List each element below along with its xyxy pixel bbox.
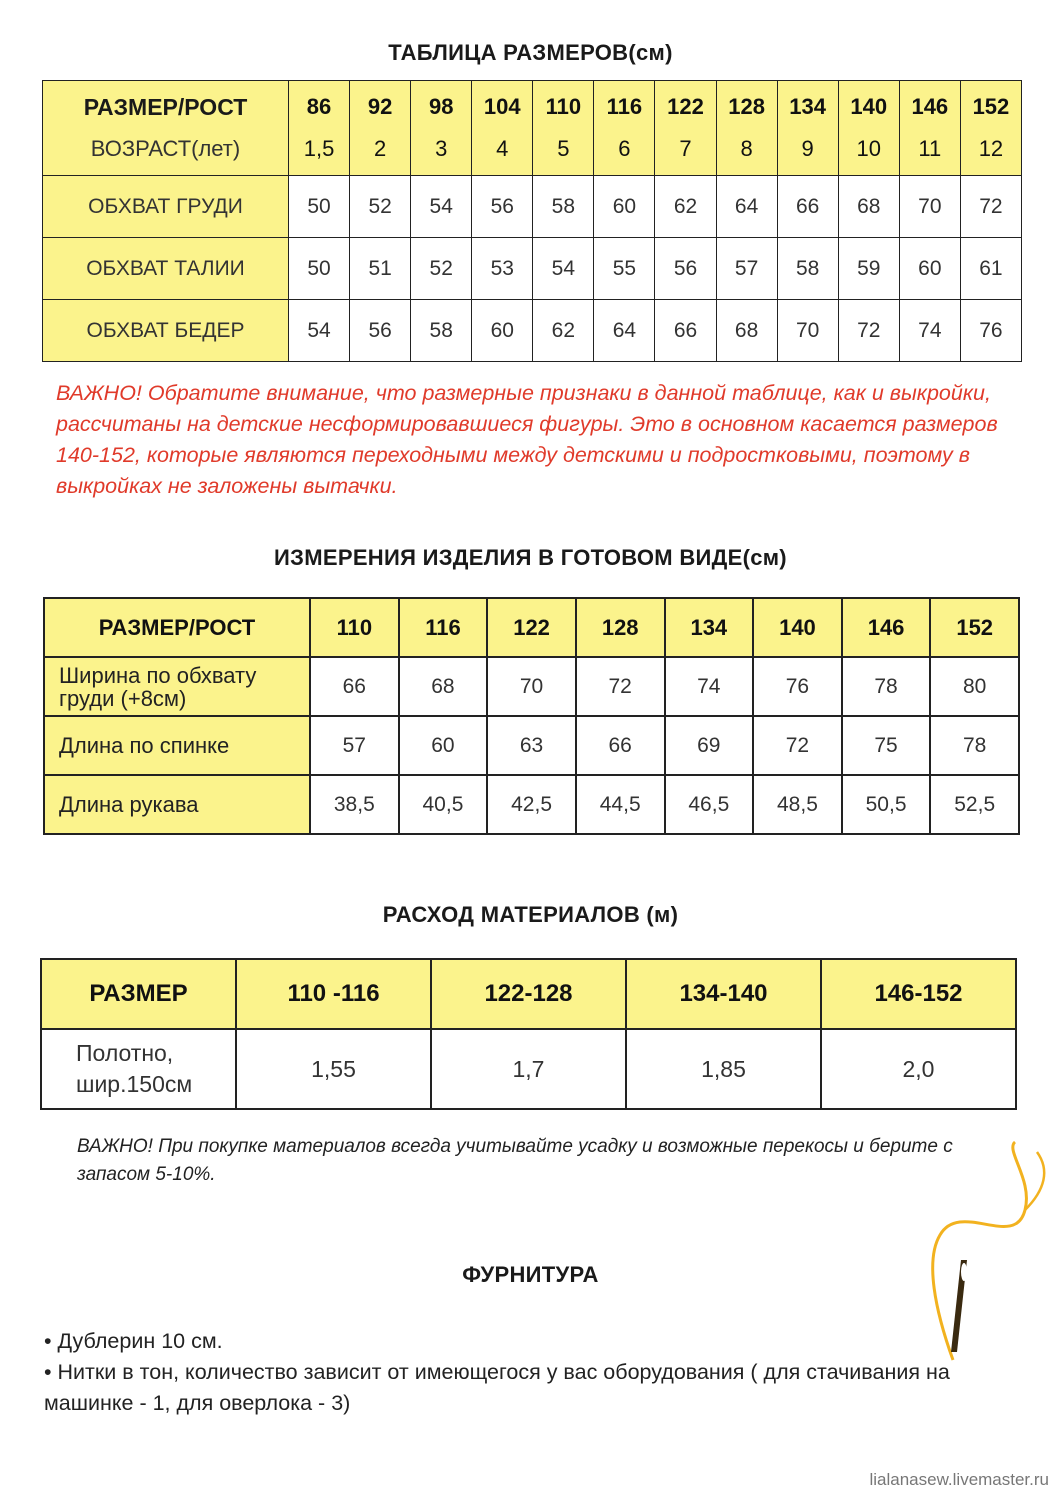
age-value: 2 — [373, 136, 387, 161]
size-header-cell — [899, 81, 960, 176]
size-header-cell: 116 — [399, 598, 488, 657]
table-cell: 56 — [350, 300, 411, 362]
size-value: 152 — [972, 94, 1010, 119]
size-value: 122 — [667, 94, 704, 119]
size-header-cell — [411, 81, 472, 176]
hardware-list — [44, 1326, 1034, 1419]
table-cell: 61 — [960, 238, 1021, 300]
hardware-title: ФУРНИТУРА — [462, 1262, 599, 1287]
table-cell: 72 — [960, 176, 1021, 238]
table-cell: 50,5 — [842, 775, 931, 834]
product-table-header-row — [44, 598, 1019, 657]
table-cell: 50 — [289, 176, 350, 238]
age-value: 10 — [856, 136, 881, 161]
size-range-header-cell: 146-152 — [821, 959, 1016, 1029]
size-height-label: РАЗМЕР/РОСТ — [83, 94, 248, 120]
age-value: 11 — [918, 136, 942, 161]
age-value: 5 — [557, 136, 570, 161]
row-label: ОБХВАТ ГРУДИ — [43, 176, 289, 238]
size-header-cell — [350, 81, 411, 176]
table-cell: 72 — [576, 657, 665, 716]
size-range-header-cell: 134-140 — [626, 959, 821, 1029]
row-label-line: Полотно, — [76, 1040, 174, 1066]
table-cell: 53 — [472, 238, 533, 300]
row-label: ОБХВАТ ТАЛИИ — [43, 238, 289, 300]
table-cell: 66 — [576, 716, 665, 775]
table-cell: 1,55 — [236, 1029, 431, 1109]
table-cell: 50 — [289, 238, 350, 300]
table-cell: 38,5 — [310, 775, 399, 834]
size-header-cell — [716, 81, 777, 176]
list-item: • Нитки в тон, количество зависит от имеющегося у вас оборудования ( для стачивания на машинке - 1, для оверлока - 3) — [44, 1360, 950, 1415]
row-label: ОБХВАТ БЕДЕР — [43, 300, 289, 362]
age-value: 8 — [740, 136, 753, 161]
table-cell: 57 — [716, 238, 777, 300]
material-table-header-row — [41, 959, 1016, 1029]
needle-thread-icon — [905, 1140, 1055, 1370]
table-cell: 57 — [310, 716, 399, 775]
table-cell: 66 — [310, 657, 399, 716]
table-cell: 58 — [533, 176, 594, 238]
material-consumption-table — [40, 958, 1017, 1110]
table-cell: 64 — [594, 300, 655, 362]
table-cell: 78 — [842, 657, 931, 716]
size-value: 116 — [606, 94, 643, 119]
table-cell: 76 — [960, 300, 1021, 362]
header-label-cell — [43, 81, 289, 176]
size-header-cell — [533, 81, 594, 176]
age-value: 6 — [618, 136, 631, 161]
product-measurements-table — [43, 597, 1020, 835]
important-note: ВАЖНО! Обратите внимание, что размерные признаки в данной таблице, как и выкройки, рассчитаны на детские несформировавшиеся фигуры. Это в основном касается размеров 140-152, которые являются переходными между детскими и подростковыми, поэтому в выкройках не заложены вытачки. — [56, 381, 998, 498]
table-row — [44, 716, 1019, 775]
table-cell: 42,5 — [487, 775, 576, 834]
table-row — [44, 657, 1019, 716]
table-cell: 78 — [930, 716, 1019, 775]
table-cell: 52 — [411, 238, 472, 300]
table-cell: 60 — [399, 716, 488, 775]
table-cell: 1,85 — [626, 1029, 821, 1109]
table-cell: 60 — [594, 176, 655, 238]
materials-note: ВАЖНО! При покупке материалов всегда учитывайте усадку и возможные перекосы и берите с запасом 5-10%. — [77, 1136, 953, 1185]
table-cell: 68 — [838, 176, 899, 238]
table-cell: 75 — [842, 716, 931, 775]
size-header-cell: 152 — [930, 598, 1019, 657]
size-value: 86 — [306, 94, 332, 119]
table-cell: 46,5 — [665, 775, 754, 834]
table-row — [43, 300, 1022, 362]
table-cell: 62 — [533, 300, 594, 362]
table-cell: 69 — [665, 716, 754, 775]
table-cell: 70 — [487, 657, 576, 716]
row-label-line: шир.150см — [76, 1071, 193, 1097]
age-value: 1,5 — [303, 136, 335, 161]
table-cell: 54 — [289, 300, 350, 362]
size-header-cell: 122 — [487, 598, 576, 657]
table-cell: 60 — [472, 300, 533, 362]
header-label-cell: РАЗМЕР — [41, 959, 236, 1029]
age-value: 9 — [801, 136, 814, 161]
material-table-title: РАСХОД МАТЕРИАЛОВ (м) — [382, 902, 679, 927]
table-row — [43, 238, 1022, 300]
table-cell: 68 — [716, 300, 777, 362]
size-value: 146 — [911, 94, 949, 119]
size-value: 134 — [789, 94, 827, 119]
size-header-cell: 140 — [753, 598, 842, 657]
table-cell: 1,7 — [431, 1029, 626, 1109]
row-label: Ширина по обхвату груди (+8см) — [44, 657, 310, 716]
table-cell: 58 — [411, 300, 472, 362]
size-table — [42, 80, 1022, 362]
table-cell: 70 — [777, 300, 838, 362]
size-header-cell — [655, 81, 716, 176]
size-value: 110 — [545, 94, 582, 119]
size-value: 98 — [428, 94, 454, 119]
size-header-cell — [594, 81, 655, 176]
table-cell: 40,5 — [399, 775, 488, 834]
size-range-header-cell: 110 -116 — [236, 959, 431, 1029]
product-table-title: ИЗМЕРЕНИЯ ИЗДЕЛИЯ В ГОТОВОМ ВИДЕ(см) — [274, 545, 787, 570]
table-cell: 58 — [777, 238, 838, 300]
table-row — [41, 1029, 1016, 1109]
table-cell: 76 — [753, 657, 842, 716]
size-header-cell — [777, 81, 838, 176]
size-header-cell — [289, 81, 350, 176]
size-header-cell: 128 — [576, 598, 665, 657]
table-cell: 66 — [777, 176, 838, 238]
size-value: 128 — [728, 94, 765, 119]
age-value: 4 — [496, 136, 509, 161]
table-cell: 80 — [930, 657, 1019, 716]
row-label: Длина рукава — [44, 775, 310, 834]
table-cell: 56 — [655, 238, 716, 300]
size-value: 92 — [367, 94, 393, 119]
age-label: ВОЗРАСТ(лет) — [90, 136, 241, 161]
row-label — [41, 1029, 236, 1109]
table-cell: 62 — [655, 176, 716, 238]
table-cell: 59 — [838, 238, 899, 300]
table-cell: 54 — [411, 176, 472, 238]
table-cell: 74 — [899, 300, 960, 362]
table-cell: 63 — [487, 716, 576, 775]
table-cell: 44,5 — [576, 775, 665, 834]
table-row — [44, 775, 1019, 834]
header-label-cell: РАЗМЕР/РОСТ — [44, 598, 310, 657]
table-cell: 66 — [655, 300, 716, 362]
size-header-cell: 146 — [842, 598, 931, 657]
table-cell: 70 — [899, 176, 960, 238]
row-label: Длина по спинке — [44, 716, 310, 775]
size-header-cell: 110 — [310, 598, 399, 657]
table-cell: 52,5 — [930, 775, 1019, 834]
size-header-cell: 134 — [665, 598, 754, 657]
list-item: • Дублерин 10 см. — [44, 1329, 223, 1353]
age-value: 12 — [978, 136, 1004, 161]
table-cell: 72 — [838, 300, 899, 362]
age-value: 3 — [435, 136, 448, 161]
size-header-cell — [838, 81, 899, 176]
table-cell: 55 — [594, 238, 655, 300]
footer-source: lialanasew.livemaster.ru — [869, 1470, 1049, 1489]
age-value: 7 — [679, 136, 692, 161]
table-cell: 52 — [350, 176, 411, 238]
table-cell: 72 — [753, 716, 842, 775]
size-value: 140 — [850, 94, 888, 119]
size-range-header-cell: 122-128 — [431, 959, 626, 1029]
table-cell: 74 — [665, 657, 754, 716]
table-cell: 51 — [350, 238, 411, 300]
table-cell: 54 — [533, 238, 594, 300]
table-cell: 56 — [472, 176, 533, 238]
size-header-cell — [472, 81, 533, 176]
table-cell: 2,0 — [821, 1029, 1016, 1109]
size-table-header-row — [43, 81, 1022, 176]
table-cell: 48,5 — [753, 775, 842, 834]
size-table-title: ТАБЛИЦА РАЗМЕРОВ(см) — [388, 40, 673, 65]
size-header-cell — [960, 81, 1021, 176]
table-cell: 64 — [716, 176, 777, 238]
table-cell: 60 — [899, 238, 960, 300]
table-row — [43, 176, 1022, 238]
size-value: 104 — [483, 94, 521, 119]
table-cell: 68 — [399, 657, 488, 716]
